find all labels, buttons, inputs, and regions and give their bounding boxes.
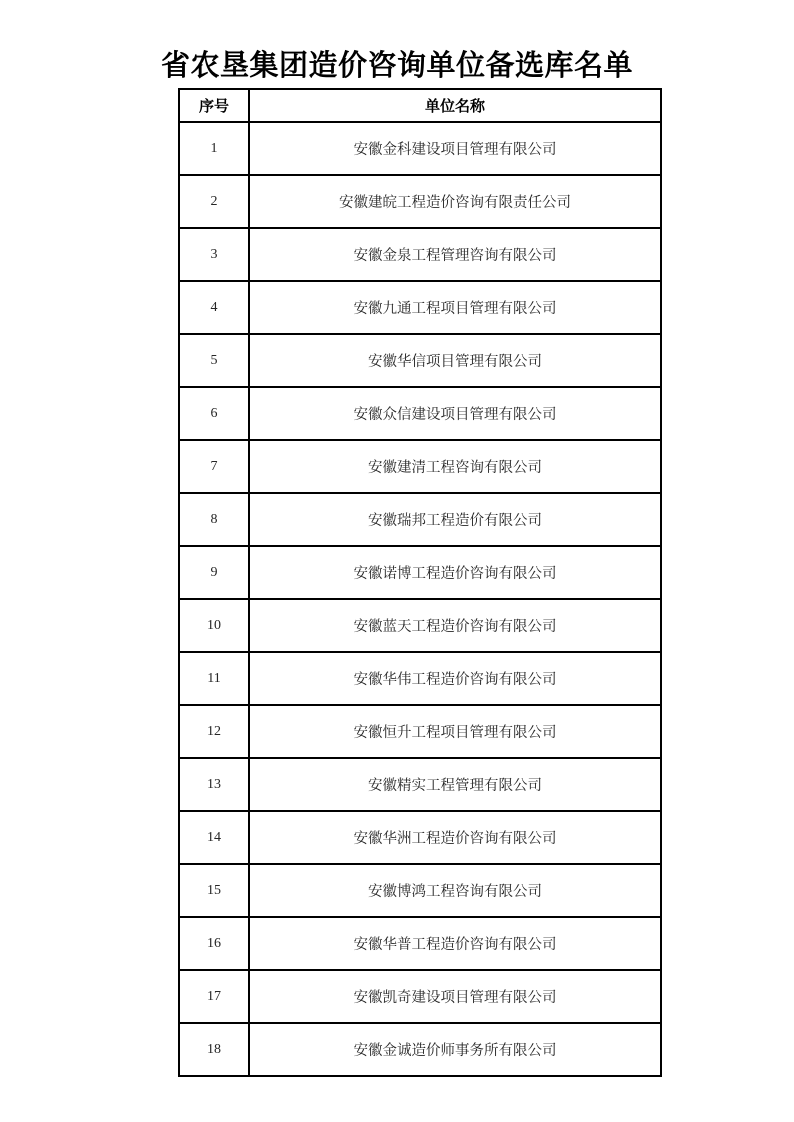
table-header-unit-name: 单位名称: [249, 89, 661, 122]
row-unit-name-cell: 安徽华伟工程造价咨询有限公司: [249, 652, 661, 705]
row-unit-name-cell: 安徽金泉工程管理咨询有限公司: [249, 228, 661, 281]
row-unit-name-cell: 安徽建皖工程造价咨询有限责任公司: [249, 175, 661, 228]
table-row: [179, 281, 661, 334]
row-unit-name-cell: 安徽华信项目管理有限公司: [249, 334, 661, 387]
row-seq-cell: 5: [179, 334, 249, 387]
table-row: [179, 493, 661, 546]
table-row: [179, 387, 661, 440]
table-row: [179, 546, 661, 599]
row-seq-cell: 3: [179, 228, 249, 281]
table-row: [179, 175, 661, 228]
row-unit-name-cell: 安徽九通工程项目管理有限公司: [249, 281, 661, 334]
row-seq-cell: 15: [179, 864, 249, 917]
row-seq-cell: 18: [179, 1023, 249, 1076]
row-unit-name-cell: 安徽建清工程咨询有限公司: [249, 440, 661, 493]
table-row: [179, 440, 661, 493]
table-row: [179, 228, 661, 281]
table-row: [179, 599, 661, 652]
table-row: [179, 917, 661, 970]
row-seq-cell: 4: [179, 281, 249, 334]
table-row: [179, 334, 661, 387]
row-unit-name-cell: 安徽恒升工程项目管理有限公司: [249, 705, 661, 758]
table-row: [179, 811, 661, 864]
table-row: [179, 970, 661, 1023]
table-header-seq: 序号: [179, 89, 249, 122]
table-row: [179, 864, 661, 917]
row-unit-name-cell: 安徽蓝天工程造价咨询有限公司: [249, 599, 661, 652]
document-title: 省农垦集团造价咨询单位备选库名单: [160, 50, 633, 82]
table-header-row: [179, 89, 661, 122]
row-seq-cell: 8: [179, 493, 249, 546]
table-row: [179, 758, 661, 811]
table-row: [179, 652, 661, 705]
row-seq-cell: 2: [179, 175, 249, 228]
row-unit-name-cell: 安徽金科建设项目管理有限公司: [249, 122, 661, 175]
row-seq-cell: 14: [179, 811, 249, 864]
row-unit-name-cell: 安徽精实工程管理有限公司: [249, 758, 661, 811]
vendor-table: [178, 88, 662, 1077]
row-seq-cell: 12: [179, 705, 249, 758]
row-unit-name-cell: 安徽凯奇建设项目管理有限公司: [249, 970, 661, 1023]
row-unit-name-cell: 安徽众信建设项目管理有限公司: [249, 387, 661, 440]
row-seq-cell: 17: [179, 970, 249, 1023]
row-unit-name-cell: 安徽金诚造价师事务所有限公司: [249, 1023, 661, 1076]
row-unit-name-cell: 安徽诺博工程造价咨询有限公司: [249, 546, 661, 599]
row-seq-cell: 6: [179, 387, 249, 440]
row-seq-cell: 1: [179, 122, 249, 175]
row-seq-cell: 16: [179, 917, 249, 970]
row-unit-name-cell: 安徽华普工程造价咨询有限公司: [249, 917, 661, 970]
row-seq-cell: 7: [179, 440, 249, 493]
row-seq-cell: 9: [179, 546, 249, 599]
table-row: [179, 122, 661, 175]
row-unit-name-cell: 安徽博鸿工程咨询有限公司: [249, 864, 661, 917]
row-seq-cell: 13: [179, 758, 249, 811]
row-unit-name-cell: 安徽华洲工程造价咨询有限公司: [249, 811, 661, 864]
table-row: [179, 1023, 661, 1076]
row-unit-name-cell: 安徽瑞邦工程造价有限公司: [249, 493, 661, 546]
row-seq-cell: 11: [179, 652, 249, 705]
row-seq-cell: 10: [179, 599, 249, 652]
table-row: [179, 705, 661, 758]
